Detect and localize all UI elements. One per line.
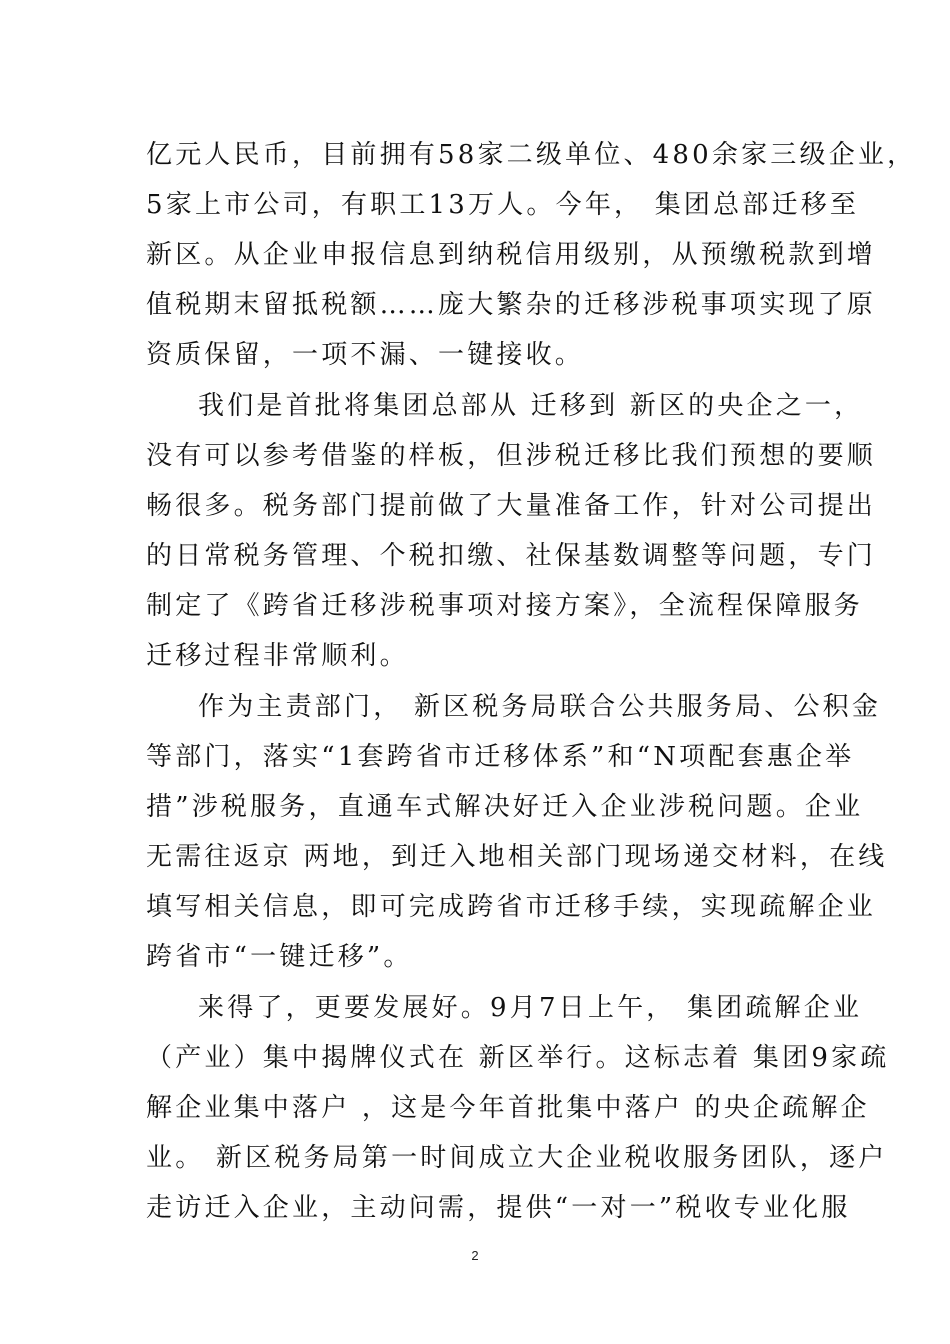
paragraph-3-line-5: 填写相关信息，即可完成跨省市迁移手续，实现疏解企业 xyxy=(146,892,877,922)
paragraph-1-line-4: 值税期末留抵税额……庞大繁杂的迁移涉税事项实现了原 xyxy=(146,290,877,320)
paragraph-4-line-4: 业。 新区税务局第一时间成立大企业税收服务团队，逐户 xyxy=(146,1143,888,1173)
paragraph-3-line-6: 跨省市“一键迁移”。 xyxy=(146,942,413,972)
paragraph-2-line-1: 我们是首批将集团总部从 迁移到 新区的央企之一， xyxy=(198,391,864,421)
paragraph-3-line-1: 作为主责部门， 新区税务局联合公共服务局、公积金 xyxy=(198,692,882,722)
paragraph-3-line-3: 措”涉税服务，直通车式解决好迁入企业涉税问题。企业 xyxy=(146,792,864,822)
paragraph-1-line-3: 新区。从企业申报信息到纳税信用级别，从预缴税款到增 xyxy=(146,240,877,270)
page-number: 2 xyxy=(471,1248,479,1263)
paragraph-2-line-4: 的日常税务管理、个税扣缴、社保基数调整等问题，专门 xyxy=(146,541,877,571)
paragraph-2-line-5: 制定了《跨省迁移涉税事项对接方案》，全流程保障服务 xyxy=(146,591,864,621)
paragraph-4-line-1: 来得了，更要发展好。9月7日上午， 集团疏解企业 xyxy=(198,993,863,1023)
paragraph-4-line-2: （产业）集中揭牌仪式在 新区举行。这标志着 集团9家疏 xyxy=(146,1043,890,1073)
paragraph-1-line-2: 5家上市公司，有职工13万人。今年， 集团总部迁移至 xyxy=(146,190,860,220)
paragraph-2-line-3: 畅很多。税务部门提前做了大量准备工作，针对公司提出 xyxy=(146,491,877,521)
paragraph-2-line-6: 迁移过程非常顺利。 xyxy=(146,641,409,671)
paragraph-1-line-5: 资质保留，一项不漏、一键接收。 xyxy=(146,340,585,370)
paragraph-3-line-2: 等部门，落实“1套跨省市迁移体系”和“N项配套惠企举 xyxy=(146,742,855,772)
paragraph-2-line-2: 没有可以参考借鉴的样板，但涉税迁移比我们预想的要顺 xyxy=(146,441,877,471)
paragraph-3-line-4: 无需往返京 两地，到迁入地相关部门现场递交材料，在线 xyxy=(146,842,888,872)
paragraph-4-line-3: 解企业集中落户 ，这是今年首批集中落户 的央企疏解企 xyxy=(146,1093,870,1123)
paragraph-1-line-1: 亿元人民币，目前拥有58家二级单位、480余家三级企业， xyxy=(146,140,917,170)
paragraph-4-line-5: 走访迁入企业，主动问需，提供“一对一”税收专业化服 xyxy=(146,1193,851,1223)
